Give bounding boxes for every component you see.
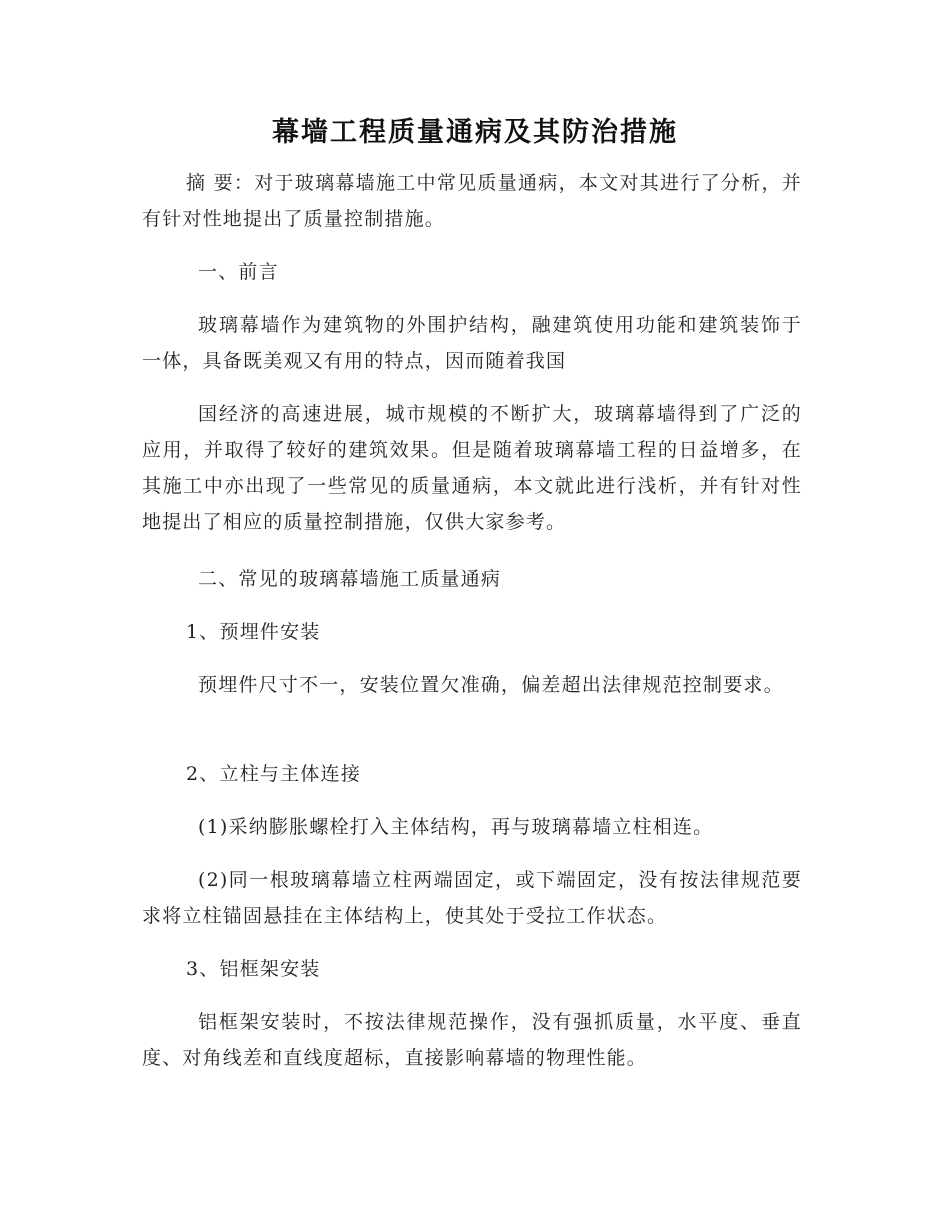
- document-title: 幕墙工程质量通病及其防治措施: [272, 117, 678, 148]
- intro-block-1: [142, 307, 802, 379]
- intro-block-2: [142, 396, 802, 540]
- abstract-paragraph: 摘 要：对于玻璃幕墙施工中常见质量通病，本文对其进行了分析，并有针对性地提出了质量控制措施。: [142, 172, 802, 230]
- subsection-2-item-2: (2)同一根玻璃幕墙立柱两端固定，或下端固定，没有按法律规范要求将立柱锚固悬挂在主体结构上，使其处于受拉工作状态。: [142, 869, 802, 927]
- subsection-1-heading: 1、预埋件安装: [186, 621, 321, 643]
- section-2-heading: 二、常见的玻璃幕墙施工质量通病: [198, 568, 502, 590]
- subsection-3-text-block: [142, 1004, 802, 1076]
- subsection-1-block: [142, 614, 802, 650]
- section-2-block: [142, 561, 802, 597]
- subsection-2-item-1-block: [142, 809, 802, 845]
- subsection-1-paragraph: 预埋件尺寸不一，安装位置欠准确，偏差超出法律规范控制要求。: [198, 674, 784, 696]
- section-1-block: [142, 254, 802, 290]
- subsection-3-paragraph: 铝框架安装时，不按法律规范操作，没有强抓质量，水平度、垂直度、对角线差和直线度超标，直接影响幕墙的物理性能。: [142, 1011, 802, 1069]
- subsection-2-item-1: (1)采纳膨胀螺栓打入主体结构，再与玻璃幕墙立柱相连。: [198, 816, 714, 838]
- abstract-block: [142, 165, 802, 237]
- subsection-3-heading: 3、铝框架安装: [186, 958, 321, 980]
- subsection-3-block: [142, 951, 802, 987]
- subsection-1-text-block: [142, 667, 802, 703]
- intro-paragraph-1: 玻璃幕墙作为建筑物的外围护结构，融建筑使用功能和建筑装饰于一体，具备既美观又有用的特点，因而随着我国: [142, 314, 802, 372]
- subsection-2-item-2-block: [142, 862, 802, 934]
- subsection-2-heading: 2、立柱与主体连接: [186, 763, 361, 785]
- subsection-2-block: [142, 756, 802, 792]
- section-1-heading: 一、前言: [198, 261, 279, 283]
- intro-paragraph-2: 国经济的高速进展，城市规模的不断扩大，玻璃幕墙得到了广泛的应用，并取得了较好的建筑效果。但是随着玻璃幕墙工程的日益增多，在其施工中亦出现了一些常见的质量通病，本文就此进行浅析，并有针对性地提出了相应的质量控制措施，仅供大家参考。: [142, 403, 802, 533]
